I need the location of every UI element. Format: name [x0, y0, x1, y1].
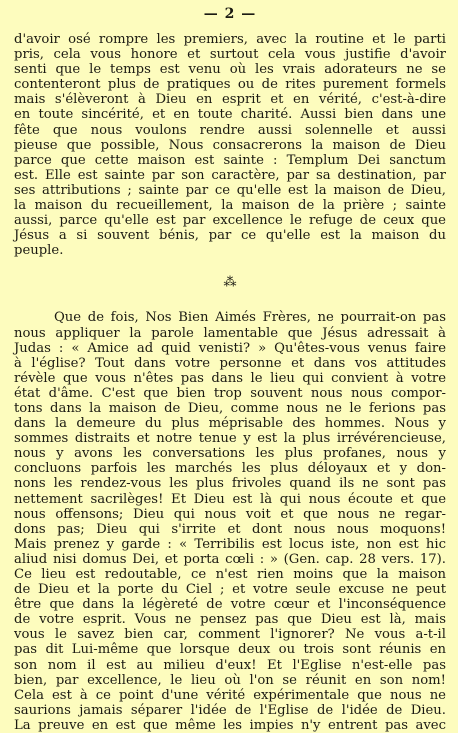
text-line: tons dans la maison de Dieu, comme nous ne le ferions pas: [14, 400, 446, 416]
text-line: état d'âme. C'est que bien trop souvent nous nous compor-: [14, 385, 446, 401]
text-line: son nom il est au milieu d'eux! Et l'Eglise n'est-elle pas: [14, 657, 446, 673]
text-line: peuple.: [14, 243, 64, 259]
page-number: — 2 —: [203, 6, 257, 22]
text-line: bien, par excellence, le lieu où l'on se réunit en son nom!: [14, 672, 446, 688]
text-line: nous offensons; Dieu qui nous voit et que nous ne regar-: [14, 506, 446, 522]
text-line: Jésus a si souvent bénis, par ce qu'elle est la maison du: [14, 228, 446, 244]
text-line: saurions jamais séparer l'idée de l'Eglise de l'idée de Dieu.: [14, 702, 446, 718]
text-line: Cela est à ce point d'une vérité expérimentale que nous ne: [14, 687, 446, 703]
text-line: aussi, parce qu'elle est par excellence le refuge de ceux que: [14, 213, 446, 229]
text-line: en toute sincérité, et en toute charité. Aussi bien dans une: [14, 107, 446, 123]
paragraph-2: [14, 310, 446, 733]
text-line: Judas : « Amice ad quid venisti? » Qu'êtes-vous venus faire: [14, 340, 446, 356]
text-line: dons pas; Dieu qui s'irrite et dont nous nous moquons!: [14, 521, 446, 537]
text-line: aliud nisi domus Dei, et porta cœli : » (Gen. cap. 28 vers. 17).: [14, 551, 446, 567]
text-line: dans la demeure du plus méprisable des hommes. Nous y: [14, 416, 446, 432]
text-line: révèle que vous n'êtes pas dans le lieu qui convient à votre: [14, 370, 446, 386]
text-line: d'avoir osé rompre les premiers, avec la routine et le parti: [14, 32, 446, 47]
text-line: fête que nous voulons rendre aussi solennelle et aussi: [14, 122, 446, 138]
text-line: de Dieu et la porte du Ciel ; et votre seule excuse ne peut: [14, 582, 446, 598]
text-line: la maison du recueillement, la maison de la prière ; sainte: [14, 198, 446, 214]
text-line: La preuve en est que même les impies n'y entrent pas avec: [14, 717, 446, 733]
text-line: Que de fois, Nos Bien Aimés Frères, ne pourrait-on pas: [54, 310, 446, 326]
text-line: nettement sacrilèges! Et Dieu est là qui nous écoute et que: [14, 491, 446, 507]
text-line: senti que le temps est venu où les vrais adorateurs ne se: [14, 62, 446, 78]
text-line: nons les rendez-vous les plus frivoles quand ils ne sont pas: [14, 476, 446, 492]
text-line: vous le savez bien car, comment l'ignorer? Ne vous a-t-il: [14, 627, 446, 643]
text-line: est. Elle est sainte par son caractère, par sa destination, par: [14, 167, 446, 183]
asterism-ornament: ⁂: [223, 275, 237, 291]
text-line: Ce lieu est redoutable, ce n'est rien moins que la maison: [14, 567, 446, 582]
text-line: Mais prenez y garde : « Terribilis est locus iste, non est hic: [14, 536, 446, 552]
text-line: nous y avons les conversations les plus profanes, nous y: [14, 446, 446, 462]
text-line: pieuse que possible, Nous consacrerons la maison de Dieu: [14, 137, 446, 153]
text-line: sommes distraits et notre tenue y est la plus irrévérencieuse,: [14, 431, 446, 447]
text-line: de votre esprit. Vous ne pensez pas que Dieu est là, mais: [14, 612, 446, 628]
text-line: pris, cela vous honore et surtout cela vous justifie d'avoir: [14, 47, 446, 63]
text-line: nous appliquer la parole lamentable que Jésus adressait à: [14, 325, 446, 341]
text-line: pas dit Lui-même que lorsque deux ou trois sont réunis en: [14, 642, 446, 658]
text-line: à l'église? Tout dans votre personne et dans vos attitudes: [14, 355, 446, 371]
text-line: concluons parfois les marchés les plus déloyaux et y don-: [14, 461, 446, 477]
paragraph-1: [14, 32, 446, 258]
text-line: mais s'élèveront à Dieu en esprit et en vérité, c'est-à-dire: [14, 92, 446, 108]
text-line: parce que cette maison est sainte : Templum Dei sanctum: [14, 152, 446, 168]
text-line: être que dans la légèreté de votre cœur et l'inconséquence: [14, 597, 446, 613]
text-line: contenteront plus de pratiques ou de rites purement formels: [14, 77, 446, 93]
text-line: ses attributions ; sainte par ce qu'elle est la maison de Dieu,: [14, 182, 446, 198]
